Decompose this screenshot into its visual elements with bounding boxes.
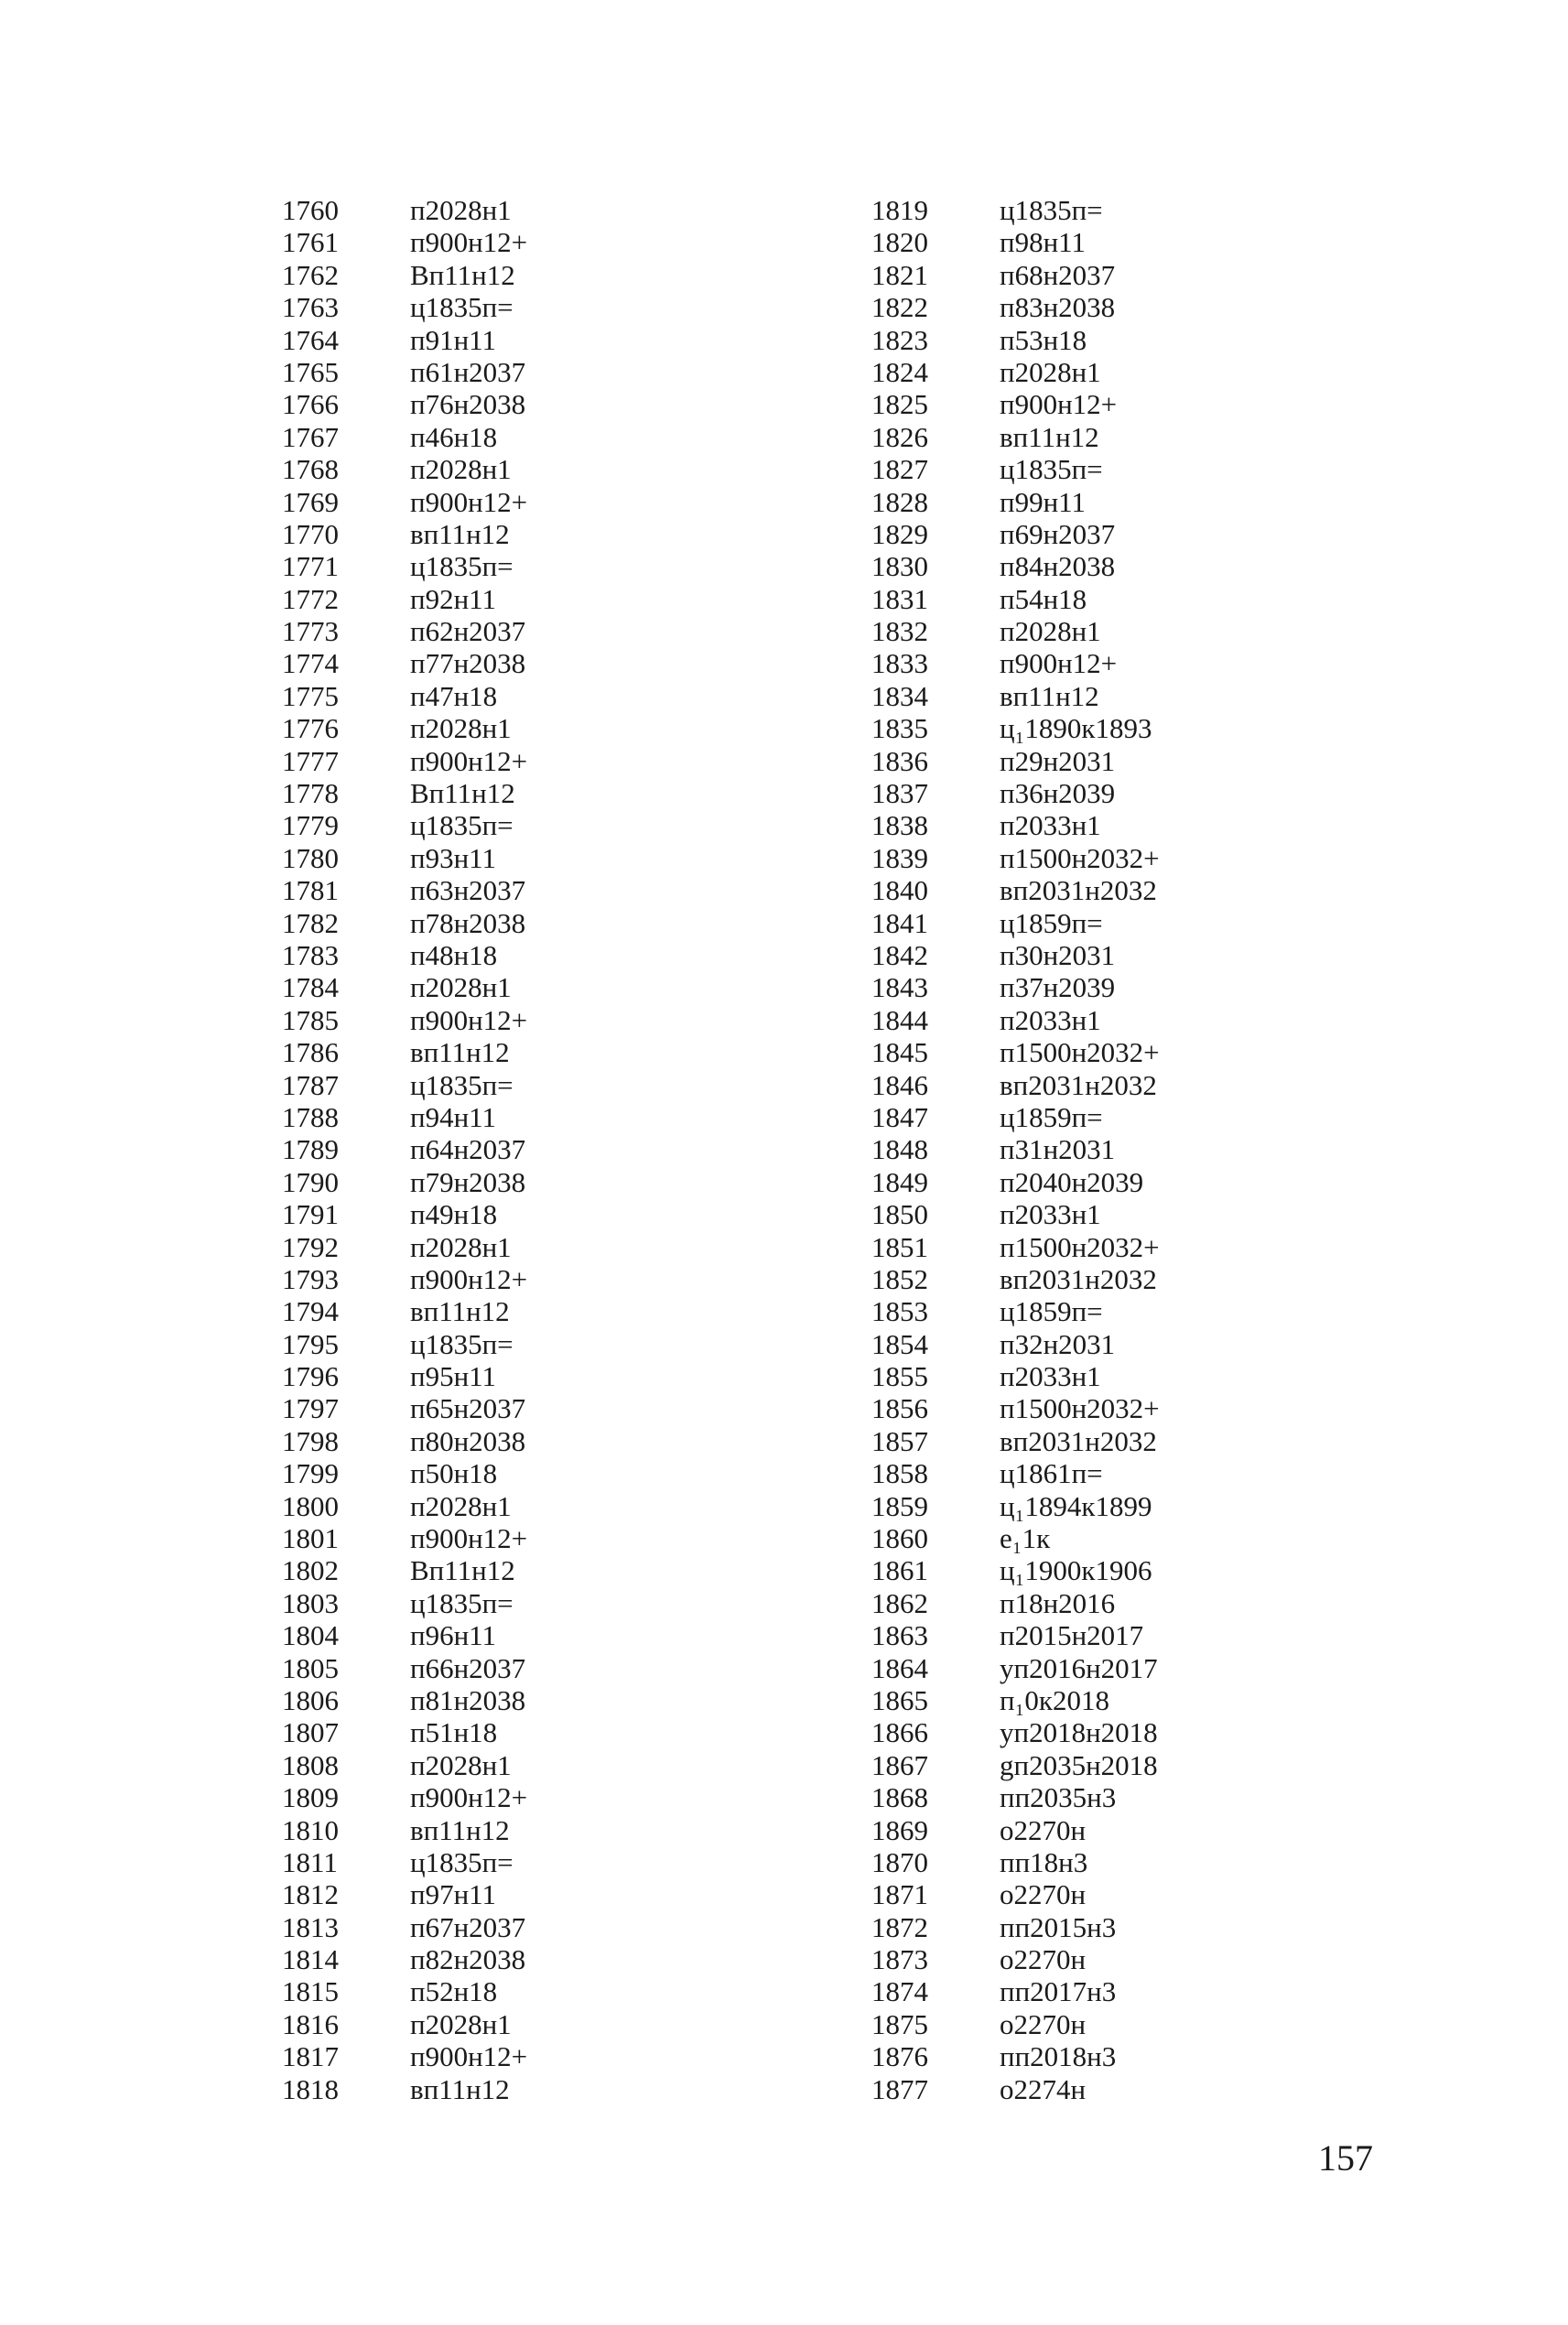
entry-number: 1769	[282, 485, 339, 518]
entry-number: 1766	[282, 388, 339, 421]
entry-code: о2270н	[1000, 1943, 1087, 1976]
entry-number: 1768	[282, 453, 339, 486]
entry-number: 1761	[282, 226, 339, 259]
entry-code: п2028н1	[410, 971, 512, 1004]
entry-code: п84н2038	[1000, 550, 1116, 583]
entry-number: 1795	[282, 1327, 339, 1360]
entry-number: 1793	[282, 1262, 339, 1295]
entry-number: 1811	[282, 1845, 338, 1878]
entry-code: п2033н1	[1000, 1003, 1101, 1036]
entry-number: 1870	[871, 1845, 928, 1878]
entry-code: п2028н1	[410, 1230, 512, 1263]
entry-number: 1857	[871, 1424, 928, 1457]
entry-code: п900н12+	[410, 1262, 528, 1295]
entry-number: 1782	[282, 906, 339, 939]
entry-code: вп2031н2032	[1000, 1068, 1157, 1101]
entry-code: п61н2037	[410, 355, 526, 388]
entry-number: 1797	[282, 1392, 339, 1425]
entry-number: 1784	[282, 971, 339, 1004]
entry-code: вп11н12	[410, 1813, 510, 1846]
entry-number: 1873	[871, 1943, 928, 1976]
entry-code: п67н2037	[410, 1910, 526, 1943]
entry-number: 1849	[871, 1165, 928, 1198]
entry-number: 1827	[871, 453, 928, 486]
entry-number: 1835	[871, 712, 928, 745]
entry-number: 1854	[871, 1327, 928, 1360]
entry-code: Вп11н12	[410, 258, 515, 291]
entry-number: 1819	[871, 194, 928, 226]
entry-number: 1864	[871, 1651, 928, 1684]
entry-number: 1841	[871, 906, 928, 939]
entry-number: 1875	[871, 2007, 928, 2040]
entry-number: 1860	[871, 1522, 928, 1555]
entry-number: 1823	[871, 323, 928, 356]
entry-number: 1838	[871, 809, 928, 842]
entry-code: п46н18	[410, 420, 498, 453]
entry-code: п1500н2032+	[1000, 841, 1160, 874]
entry-code: уп2016н2017	[1000, 1651, 1158, 1684]
entry-number: 1792	[282, 1230, 339, 1263]
entry-code: вп11н12	[410, 517, 510, 550]
entry-code: п31н2031	[1000, 1133, 1116, 1166]
entry-code: п2028н1	[410, 712, 512, 745]
entry-code: вп11н12	[410, 1036, 510, 1069]
entry-number: 1789	[282, 1133, 339, 1166]
entry-code: п1500н2032+	[1000, 1392, 1160, 1425]
entry-number: 1765	[282, 355, 339, 388]
entry-code: п900н12+	[1000, 647, 1118, 680]
entry-code: п62н2037	[410, 615, 526, 648]
entry-number: 1780	[282, 841, 339, 874]
entry-number: 1839	[871, 841, 928, 874]
entry-number: 1805	[282, 1651, 339, 1684]
entry-code: п29н2031	[1000, 744, 1116, 777]
entry-code: п96н11	[410, 1619, 497, 1652]
entry-code: п65н2037	[410, 1392, 526, 1425]
entry-code: вп2031н2032	[1000, 1424, 1157, 1457]
entry-number: 1802	[282, 1554, 339, 1587]
entry-code: п900н12+	[410, 485, 528, 518]
entry-number: 1871	[871, 1878, 928, 1911]
entry-number: 1809	[282, 1781, 339, 1814]
entry-code: вп11н12	[410, 2072, 510, 2105]
entry-number: 1794	[282, 1295, 339, 1328]
entry-code: вп11н12	[1000, 679, 1099, 712]
entry-number: 1815	[282, 1975, 339, 2008]
entry-code: п900н12+	[1000, 388, 1118, 421]
entry-number: 1840	[871, 874, 928, 907]
entry-code: п2028н1	[410, 1748, 512, 1781]
entry-number: 1763	[282, 291, 339, 324]
entry-code: ц1835п=	[1000, 453, 1103, 486]
entry-code: п69н2037	[1000, 517, 1116, 550]
entry-code: п97н11	[410, 1878, 497, 1911]
entry-number: 1877	[871, 2072, 928, 2105]
entry-code: ц1859п=	[1000, 1100, 1103, 1133]
entry-number: 1785	[282, 1003, 339, 1036]
entry-number: 1850	[871, 1198, 928, 1231]
entry-code: ц1859п=	[1000, 906, 1103, 939]
entry-number: 1771	[282, 550, 339, 583]
entry-code: п2040н2039	[1000, 1165, 1144, 1198]
entry-code: п2033н1	[1000, 1198, 1101, 1231]
entry-code: п2033н1	[1000, 1360, 1101, 1393]
entry-code: ц1835п=	[410, 550, 514, 583]
entry-number: 1851	[871, 1230, 928, 1263]
entry-number: 1830	[871, 550, 928, 583]
entry-number: 1833	[871, 647, 928, 680]
entry-number: 1770	[282, 517, 339, 550]
entry-code: ц1861п=	[1000, 1457, 1103, 1490]
entry-number: 1764	[282, 323, 339, 356]
entry-code: п1500н2032+	[1000, 1036, 1160, 1069]
entry-number: 1843	[871, 971, 928, 1004]
entry-code: Вп11н12	[410, 1554, 515, 1587]
entry-code: пп2035н3	[1000, 1781, 1117, 1814]
entry-number: 1855	[871, 1360, 928, 1393]
entry-number: 1872	[871, 1910, 928, 1943]
entry-code: вп2031н2032	[1000, 874, 1157, 907]
entry-code: п98н11	[1000, 226, 1087, 259]
entry-number: 1804	[282, 1619, 339, 1652]
entry-number: 1845	[871, 1036, 928, 1069]
entry-code: вп2031н2032	[1000, 1262, 1157, 1295]
entry-number: 1824	[871, 355, 928, 388]
entry-number: 1806	[282, 1683, 339, 1716]
entry-number: 1861	[871, 1554, 928, 1587]
entry-code: п2015н2017	[1000, 1619, 1144, 1652]
entry-number: 1856	[871, 1392, 928, 1425]
entry-code: вп11н12	[1000, 420, 1099, 453]
entry-code: п66н2037	[410, 1651, 526, 1684]
entry-code: п99н11	[1000, 485, 1087, 518]
entry-code: о2270н	[1000, 1813, 1087, 1846]
entry-number: 1776	[282, 712, 339, 745]
entry-number: 1862	[871, 1586, 928, 1619]
entry-code: п2028н1	[1000, 355, 1101, 388]
entry-number: 1837	[871, 777, 928, 810]
page-number: 157	[1318, 2137, 1373, 2179]
entry-number: 1867	[871, 1748, 928, 1781]
entry-code: ц1835п=	[410, 1068, 514, 1101]
entry-code: ц1835п=	[1000, 194, 1103, 226]
entry-number: 1865	[871, 1683, 928, 1716]
entry-code: ц1835п=	[410, 1586, 514, 1619]
entry-code: п51н18	[410, 1716, 498, 1749]
entry-number: 1808	[282, 1748, 339, 1781]
entry-code: о2270н	[1000, 1878, 1087, 1911]
entry-code: п2033н1	[1000, 809, 1101, 842]
entry-code: п52н18	[410, 1975, 498, 2008]
entry-number: 1847	[871, 1100, 928, 1133]
entry-code: п37н2039	[1000, 971, 1116, 1004]
entry-number: 1812	[282, 1878, 339, 1911]
entry-code: вп11н12	[410, 1295, 510, 1328]
entry-number: 1848	[871, 1133, 928, 1166]
entry-code: пп2017н3	[1000, 1975, 1117, 2008]
entry-code: п94н11	[410, 1100, 497, 1133]
entry-number: 1760	[282, 194, 339, 226]
entry-number: 1777	[282, 744, 339, 777]
entry-number: 1846	[871, 1068, 928, 1101]
entry-number: 1842	[871, 938, 928, 971]
entry-code: п78н2038	[410, 906, 526, 939]
entry-code: о2274н	[1000, 2072, 1087, 2105]
entry-code: п1500н2032+	[1000, 1230, 1160, 1263]
entry-number: 1820	[871, 226, 928, 259]
entry-code: п32н2031	[1000, 1327, 1116, 1360]
entry-number: 1829	[871, 517, 928, 550]
entry-number: 1800	[282, 1489, 339, 1522]
entry-code: ц1835п=	[410, 1845, 514, 1878]
entry-code: пп18н3	[1000, 1845, 1088, 1878]
entry-number: 1816	[282, 2007, 339, 2040]
entry-number: 1826	[871, 420, 928, 453]
entry-number: 1790	[282, 1165, 339, 1198]
entry-number: 1869	[871, 1813, 928, 1846]
entry-number: 1868	[871, 1781, 928, 1814]
entry-code: п95н11	[410, 1360, 497, 1393]
entry-code: п₁0к2018	[1000, 1683, 1109, 1716]
entry-code: п82н2038	[410, 1943, 526, 1976]
entry-number: 1778	[282, 777, 339, 810]
entry-number: 1821	[871, 258, 928, 291]
entry-number: 1810	[282, 1813, 339, 1846]
entry-number: 1832	[871, 615, 928, 648]
entry-code: п93н11	[410, 841, 497, 874]
entry-number: 1813	[282, 1910, 339, 1943]
entry-number: 1876	[871, 2040, 928, 2073]
entry-number: 1807	[282, 1716, 339, 1749]
entry-code: е₁1к	[1000, 1522, 1051, 1555]
entry-code: п63н2037	[410, 874, 526, 907]
entry-code: уп2018н2018	[1000, 1716, 1158, 1749]
entry-number: 1801	[282, 1522, 339, 1555]
entry-code: пп2015н3	[1000, 1910, 1117, 1943]
entry-number: 1844	[871, 1003, 928, 1036]
entry-number: 1781	[282, 874, 339, 907]
entry-number: 1796	[282, 1360, 339, 1393]
entry-number: 1874	[871, 1975, 928, 2008]
entry-code: о2270н	[1000, 2007, 1087, 2040]
entry-number: 1852	[871, 1262, 928, 1295]
entry-code: п76н2038	[410, 388, 526, 421]
entry-code: п18н2016	[1000, 1586, 1116, 1619]
entry-number: 1786	[282, 1036, 339, 1069]
entry-code: п81н2038	[410, 1683, 526, 1716]
entry-code: п900н12+	[410, 226, 528, 259]
entry-code: п83н2038	[1000, 291, 1116, 324]
entry-number: 1803	[282, 1586, 339, 1619]
entry-number: 1799	[282, 1457, 339, 1490]
entry-number: 1863	[871, 1619, 928, 1652]
entry-number: 1767	[282, 420, 339, 453]
entry-code: п50н18	[410, 1457, 498, 1490]
entry-code: п53н18	[1000, 323, 1087, 356]
entry-code: Вп11н12	[410, 777, 515, 810]
entry-code: п2028н1	[1000, 615, 1101, 648]
entry-code: п79н2038	[410, 1165, 526, 1198]
entry-number: 1853	[871, 1295, 928, 1328]
entry-number: 1814	[282, 1943, 339, 1976]
entry-code: п2028н1	[410, 1489, 512, 1522]
entry-number: 1828	[871, 485, 928, 518]
entry-code: п47н18	[410, 679, 498, 712]
entry-number: 1831	[871, 582, 928, 615]
entry-number: 1783	[282, 938, 339, 971]
entry-code: п900н12+	[410, 2040, 528, 2073]
entry-code: п30н2031	[1000, 938, 1116, 971]
entry-code: п48н18	[410, 938, 498, 971]
entry-number: 1822	[871, 291, 928, 324]
entry-number: 1817	[282, 2040, 339, 2073]
entry-code: ц1835п=	[410, 1327, 514, 1360]
entry-number: 1779	[282, 809, 339, 842]
entry-code: п49н18	[410, 1198, 498, 1231]
entry-code: п91н11	[410, 323, 497, 356]
entry-code: п2028н1	[410, 194, 512, 226]
entry-code: п900н12+	[410, 1522, 528, 1555]
entry-number: 1762	[282, 258, 339, 291]
entry-code: п92н11	[410, 582, 497, 615]
entry-code: п54н18	[1000, 582, 1087, 615]
entry-code: п77н2038	[410, 647, 526, 680]
entry-code: пп2018н3	[1000, 2040, 1117, 2073]
entry-code: п2028н1	[410, 2007, 512, 2040]
entry-number: 1859	[871, 1489, 928, 1522]
entry-number: 1834	[871, 679, 928, 712]
entry-code: п900н12+	[410, 1781, 528, 1814]
entry-code: ц1835п=	[410, 291, 514, 324]
entry-number: 1825	[871, 388, 928, 421]
entry-code: ц₁1894к1899	[1000, 1489, 1152, 1522]
entry-number: 1858	[871, 1457, 928, 1490]
entry-code: gп2035н2018	[1000, 1748, 1158, 1781]
entry-number: 1775	[282, 679, 339, 712]
entry-number: 1772	[282, 582, 339, 615]
entry-code: п64н2037	[410, 1133, 526, 1166]
entry-code: ц1835п=	[410, 809, 514, 842]
entry-number: 1818	[282, 2072, 339, 2105]
entry-code: п900н12+	[410, 744, 528, 777]
entry-code: ц₁1900к1906	[1000, 1554, 1152, 1587]
entry-code: п36н2039	[1000, 777, 1116, 810]
entry-code: п68н2037	[1000, 258, 1116, 291]
entry-number: 1788	[282, 1100, 339, 1133]
entry-number: 1836	[871, 744, 928, 777]
entry-code: ц₁1890к1893	[1000, 712, 1152, 745]
entry-number: 1866	[871, 1716, 928, 1749]
entry-code: ц1859п=	[1000, 1295, 1103, 1328]
entry-number: 1787	[282, 1068, 339, 1101]
entry-number: 1791	[282, 1198, 339, 1231]
entry-number: 1773	[282, 615, 339, 648]
entry-code: п900н12+	[410, 1003, 528, 1036]
entry-number: 1798	[282, 1424, 339, 1457]
entry-number: 1774	[282, 647, 339, 680]
entry-code: п2028н1	[410, 453, 512, 486]
entry-code: п80н2038	[410, 1424, 526, 1457]
